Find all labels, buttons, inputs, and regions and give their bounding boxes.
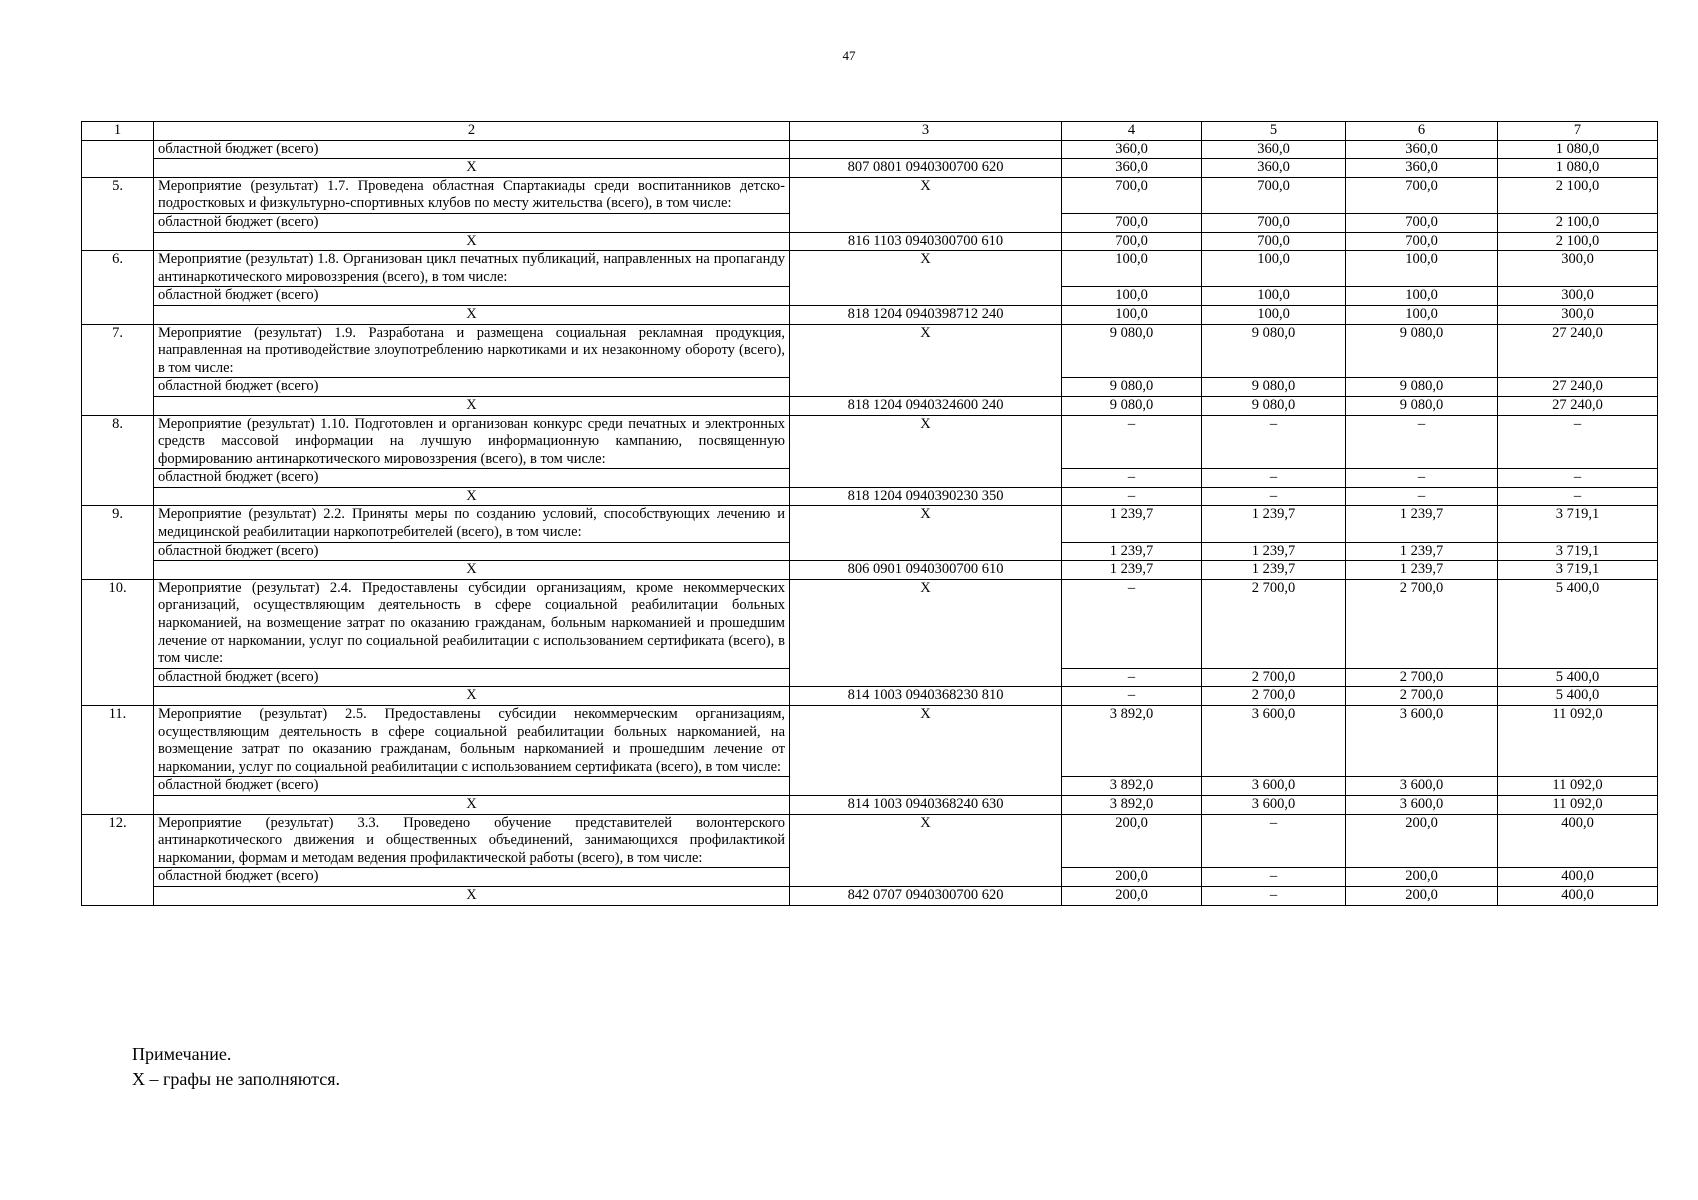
value-cell: 100,0: [1062, 251, 1202, 287]
x-mark: Х: [154, 487, 790, 506]
value-cell: 1 239,7: [1062, 542, 1202, 561]
value-cell: 700,0: [1346, 213, 1498, 232]
value-cell: 300,0: [1498, 305, 1658, 324]
value-cell: 9 080,0: [1062, 378, 1202, 397]
value-cell: 9 080,0: [1062, 324, 1202, 378]
budget-label: областной бюджет (всего): [154, 378, 790, 397]
value-cell: 1 239,7: [1062, 506, 1202, 542]
x-mark: Х: [154, 396, 790, 415]
budget-code: 806 0901 0940300700 610: [790, 561, 1062, 580]
value-cell: 11 092,0: [1498, 777, 1658, 796]
value-cell: –: [1062, 469, 1202, 488]
budget-code: 814 1003 0940368230 810: [790, 687, 1062, 706]
note-text: Х – графы не заполняются.: [132, 1069, 340, 1089]
value-cell: 1 239,7: [1346, 506, 1498, 542]
code-row: [82, 396, 1658, 415]
budget-label: областной бюджет (всего): [154, 140, 790, 159]
budget-code: 807 0801 0940300700 620: [790, 159, 1062, 178]
value-cell: 200,0: [1346, 868, 1498, 887]
value-cell: 9 080,0: [1346, 378, 1498, 397]
value-cell: 700,0: [1062, 177, 1202, 213]
x-mark: Х: [790, 324, 1062, 396]
value-cell: 100,0: [1062, 305, 1202, 324]
budget-code: 842 0707 0940300700 620: [790, 886, 1062, 905]
code-row: [82, 487, 1658, 506]
value-cell: –: [1202, 886, 1346, 905]
value-cell: 2 700,0: [1346, 687, 1498, 706]
value-cell: –: [1062, 487, 1202, 506]
column-header: 1: [82, 122, 154, 141]
column-header: 4: [1062, 122, 1202, 141]
code-row: [82, 561, 1658, 580]
value-cell: 2 100,0: [1498, 232, 1658, 251]
event-row: [82, 324, 1658, 378]
x-mark: Х: [154, 687, 790, 706]
value-cell: 200,0: [1346, 814, 1498, 868]
value-cell: 700,0: [1062, 232, 1202, 251]
value-cell: 100,0: [1346, 251, 1498, 287]
value-cell: –: [1202, 415, 1346, 469]
value-cell: 3 719,1: [1498, 542, 1658, 561]
value-cell: 100,0: [1346, 305, 1498, 324]
value-cell: 2 700,0: [1346, 668, 1498, 687]
code-row: [82, 232, 1658, 251]
budget-label: областной бюджет (всего): [154, 668, 790, 687]
value-cell: 1 239,7: [1062, 561, 1202, 580]
value-cell: 3 892,0: [1062, 777, 1202, 796]
code-row: [82, 305, 1658, 324]
event-row: [82, 251, 1658, 287]
event-title: Мероприятие (результат) 2.2. Приняты меры по созданию условий, способствующих лечению и медицинской реабилитации наркопотребителей (всего), в том числе:: [154, 506, 790, 542]
value-cell: –: [1498, 469, 1658, 488]
value-cell: 2 700,0: [1202, 579, 1346, 668]
budget-code: 818 1204 0940390230 350: [790, 487, 1062, 506]
value-cell: 100,0: [1346, 287, 1498, 306]
value-cell: 9 080,0: [1202, 324, 1346, 378]
budget-code: 818 1204 0940324600 240: [790, 396, 1062, 415]
value-cell: –: [1062, 415, 1202, 469]
event-title: Мероприятие (результат) 1.7. Проведена областная Спартакиады среди воспитанников детско-подростковых и физкультурно-спортивных клубов по месту жительства (всего), в том числе:: [154, 177, 790, 213]
value-cell: 3 719,1: [1498, 561, 1658, 580]
value-cell: 100,0: [1202, 305, 1346, 324]
value-cell: 200,0: [1346, 886, 1498, 905]
event-title: Мероприятие (результат) 2.5. Предоставлены субсидии некоммерческим организациям, осуществляющим деятельность в сфере социальной реабилитации больных наркоманией, на возмещение затрат по оказанию гражданам, больным наркоманией и прошедшим лечение от наркомании, услуг по социальной реабилитации с использованием сертификата (всего), в том числе:: [154, 706, 790, 777]
value-cell: –: [1346, 415, 1498, 469]
code-row: [82, 687, 1658, 706]
value-cell: 9 080,0: [1346, 396, 1498, 415]
budget-code: 818 1204 0940398712 240: [790, 305, 1062, 324]
value-cell: 1 239,7: [1346, 542, 1498, 561]
row-number: 9.: [82, 506, 154, 579]
x-mark: Х: [154, 159, 790, 178]
value-cell: 200,0: [1062, 868, 1202, 887]
event-title: Мероприятие (результат) 1.10. Подготовлен и организован конкурс среди печатных и электронных средств массовой информации на лучшую информационную кампанию, посвященную формированию антинаркотического мировоззрения (всего), в том числе:: [154, 415, 790, 469]
budget-label: областной бюджет (всего): [154, 542, 790, 561]
value-cell: 360,0: [1346, 159, 1498, 178]
code-row: [82, 159, 1658, 178]
value-cell: 9 080,0: [1202, 378, 1346, 397]
x-mark: Х: [154, 305, 790, 324]
event-row: [82, 814, 1658, 868]
value-cell: 700,0: [1062, 213, 1202, 232]
value-cell: 3 600,0: [1202, 706, 1346, 777]
budget-code: 816 1103 0940300700 610: [790, 232, 1062, 251]
value-cell: 9 080,0: [1202, 396, 1346, 415]
x-mark: Х: [154, 561, 790, 580]
value-cell: 1 080,0: [1498, 159, 1658, 178]
value-cell: 3 892,0: [1062, 795, 1202, 814]
code-row: [82, 795, 1658, 814]
x-mark: Х: [790, 506, 1062, 561]
value-cell: 1 239,7: [1202, 561, 1346, 580]
x-mark: Х: [790, 706, 1062, 796]
x-mark: Х: [790, 251, 1062, 306]
event-row: [82, 415, 1658, 469]
note: [132, 1042, 340, 1092]
value-cell: 9 080,0: [1062, 396, 1202, 415]
value-cell: 360,0: [1202, 159, 1346, 178]
value-cell: 300,0: [1498, 287, 1658, 306]
value-cell: 100,0: [1062, 287, 1202, 306]
row-number: 6.: [82, 251, 154, 324]
value-cell: 2 100,0: [1498, 213, 1658, 232]
value-cell: 400,0: [1498, 868, 1658, 887]
value-cell: –: [1498, 487, 1658, 506]
row-number: 8.: [82, 415, 154, 506]
value-cell: 700,0: [1346, 177, 1498, 213]
row-number: 7.: [82, 324, 154, 415]
value-cell: 3 600,0: [1346, 795, 1498, 814]
value-cell: 2 700,0: [1202, 687, 1346, 706]
row-number: 12.: [82, 814, 154, 905]
column-header: 6: [1346, 122, 1498, 141]
value-cell: 5 400,0: [1498, 579, 1658, 668]
value-cell: 3 892,0: [1062, 706, 1202, 777]
value-cell: 360,0: [1202, 140, 1346, 159]
column-header: 7: [1498, 122, 1658, 141]
value-cell: 27 240,0: [1498, 378, 1658, 397]
value-cell: 1 080,0: [1498, 140, 1658, 159]
x-mark: Х: [154, 795, 790, 814]
value-cell: 700,0: [1202, 232, 1346, 251]
value-cell: –: [1346, 487, 1498, 506]
table-header-row: [82, 122, 1658, 141]
row-number: 5.: [82, 177, 154, 250]
value-cell: 360,0: [1062, 140, 1202, 159]
x-mark: Х: [790, 177, 1062, 232]
value-cell: 100,0: [1202, 287, 1346, 306]
value-cell: –: [1062, 579, 1202, 668]
row-number: 10.: [82, 579, 154, 705]
budget-label: областной бюджет (всего): [154, 287, 790, 306]
value-cell: –: [1498, 415, 1658, 469]
value-cell: 27 240,0: [1498, 396, 1658, 415]
value-cell: 1 239,7: [1202, 542, 1346, 561]
event-row: [82, 177, 1658, 213]
value-cell: 200,0: [1062, 886, 1202, 905]
event-title: Мероприятие (результат) 1.8. Организован цикл печатных публикаций, направленных на пропаганду антинаркотического мировоззрения (всего), в том числе:: [154, 251, 790, 287]
value-cell: 2 100,0: [1498, 177, 1658, 213]
x-mark: Х: [790, 415, 1062, 487]
value-cell: –: [1202, 868, 1346, 887]
value-cell: 3 600,0: [1346, 777, 1498, 796]
value-cell: 5 400,0: [1498, 668, 1658, 687]
budget-row: [82, 140, 1658, 159]
value-cell: 360,0: [1346, 140, 1498, 159]
value-cell: 27 240,0: [1498, 324, 1658, 378]
event-title: Мероприятие (результат) 1.9. Разработана и размещена социальная рекламная продукция, направленная на противодействие злоупотреблению наркотиками и их незаконному обороту (всего), в том числе:: [154, 324, 790, 378]
note-title: Примечание.: [132, 1044, 232, 1064]
value-cell: –: [1346, 469, 1498, 488]
value-cell: 700,0: [1202, 177, 1346, 213]
event-title: Мероприятие (результат) 3.3. Проведено обучение представителей волонтерского антинаркотического движения и общественных объединений, занимающихся профилактикой наркомании, формам и методам ведения профилактической работы (всего), в том числе:: [154, 814, 790, 868]
value-cell: 400,0: [1498, 886, 1658, 905]
row-number-cell: [82, 140, 154, 177]
column-header: 2: [154, 122, 790, 141]
value-cell: 2 700,0: [1346, 579, 1498, 668]
x-mark: Х: [154, 232, 790, 251]
event-row: [82, 706, 1658, 777]
column-header: 5: [1202, 122, 1346, 141]
value-cell: 360,0: [1062, 159, 1202, 178]
budget-label: областной бюджет (всего): [154, 213, 790, 232]
value-cell: 700,0: [1202, 213, 1346, 232]
x-mark: Х: [790, 579, 1062, 687]
budget-label: областной бюджет (всего): [154, 777, 790, 796]
row-number: 11.: [82, 706, 154, 815]
value-cell: 11 092,0: [1498, 795, 1658, 814]
value-cell: 3 719,1: [1498, 506, 1658, 542]
value-cell: 9 080,0: [1346, 324, 1498, 378]
code-row: [82, 886, 1658, 905]
event-row: [82, 506, 1658, 542]
value-cell: 1 239,7: [1202, 506, 1346, 542]
budget-label: областной бюджет (всего): [154, 868, 790, 887]
value-cell: 3 600,0: [1202, 777, 1346, 796]
value-cell: 3 600,0: [1346, 706, 1498, 777]
value-cell: 11 092,0: [1498, 706, 1658, 777]
value-cell: 100,0: [1202, 251, 1346, 287]
event-row: [82, 579, 1658, 668]
value-cell: –: [1202, 469, 1346, 488]
value-cell: 5 400,0: [1498, 687, 1658, 706]
column-header: 3: [790, 122, 1062, 141]
x-mark: Х: [790, 814, 1062, 886]
value-cell: 700,0: [1346, 232, 1498, 251]
value-cell: 200,0: [1062, 814, 1202, 868]
value-cell: 3 600,0: [1202, 795, 1346, 814]
value-cell: 2 700,0: [1202, 668, 1346, 687]
budget-table: [81, 121, 1658, 906]
table-body: [82, 122, 1658, 906]
value-cell: –: [1062, 687, 1202, 706]
value-cell: 1 239,7: [1346, 561, 1498, 580]
code-cell: [790, 140, 1062, 159]
budget-code: 814 1003 0940368240 630: [790, 795, 1062, 814]
page-number: 47: [842, 48, 856, 63]
value-cell: –: [1202, 487, 1346, 506]
value-cell: 300,0: [1498, 251, 1658, 287]
event-title: Мероприятие (результат) 2.4. Предоставлены субсидии организациям, кроме некоммерческих организаций, осуществляющим деятельность в сфере социальной реабилитации больных наркоманией, на возмещение затрат по оказанию гражданам, больным наркоманией и прошедшим лечение от наркомании, услуг по социальной реабилитации с использованием сертификата (всего), в том числе:: [154, 579, 790, 668]
value-cell: –: [1202, 814, 1346, 868]
value-cell: 400,0: [1498, 814, 1658, 868]
budget-label: областной бюджет (всего): [154, 469, 790, 488]
x-mark: Х: [154, 886, 790, 905]
value-cell: –: [1062, 668, 1202, 687]
